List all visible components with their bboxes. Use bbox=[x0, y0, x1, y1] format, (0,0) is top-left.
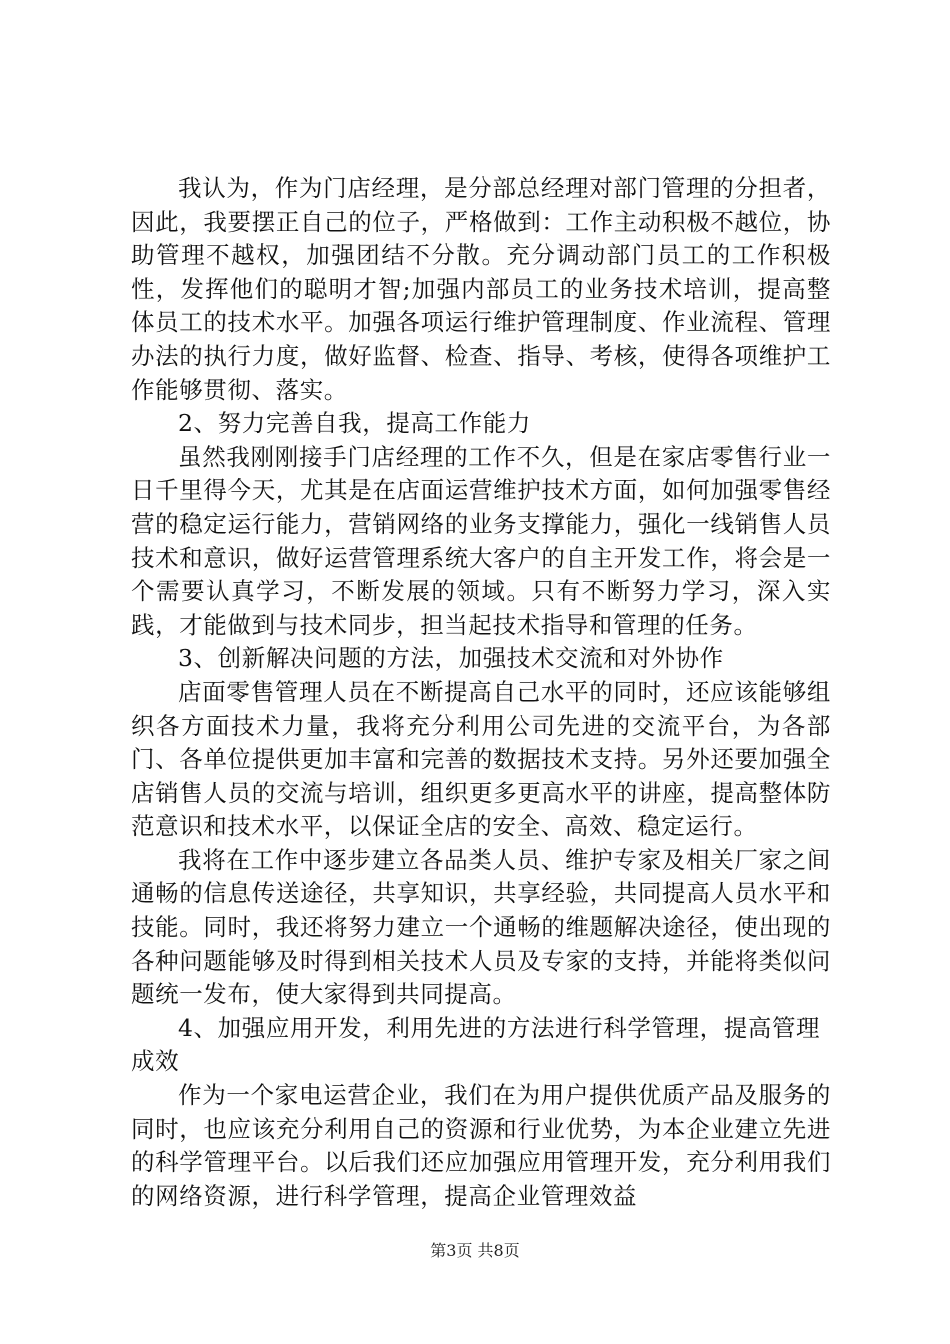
page-number-footer: 第3页 共8页 bbox=[430, 1241, 520, 1260]
paragraph-manager-role: 我认为，作为门店经理，是分部总经理对部门管理的分担者，因此，我要摆正自己的位子，严格做到：工作主动积极不越位，协助管理不越权，加强团结不分散。充分调动部门员工的工作积极性，发挥他们的聪明才智;加强内部员工的业务技术培训，提高整体员工的技术水平。加强各项运行维护管理制度、作业流程、管理办法的执行力度，做好监督、检查、指导、考核，使得各项维护工作能够贯彻、落实。 bbox=[131, 174, 831, 404]
document-body bbox=[131, 172, 831, 1213]
section-heading-3: 3、创新解决问题的方法，加强技术交流和对外协作 bbox=[178, 644, 724, 673]
paragraph-tech-exchange: 店面零售管理人员在不断提高自己水平的同时，还应该能够组织各方面技术力量，我将充分利用公司先进的交流平台，为各部门、各单位提供更加丰富和完善的数据技术支持。另外还要加强全店销售人员的交流与培训，组织更多更高水平的讲座，提高整体防范意识和技术水平，以保证全店的安全、高效、稳定运行。 bbox=[131, 677, 831, 841]
section-heading-4: 4、加强应用开发，利用先进的方法进行科学管理，提高管理成效 bbox=[131, 1013, 821, 1076]
paragraph-self-improvement: 虽然我刚刚接手门店经理的工作不久，但是在家店零售行业一日千里得今天，尤其是在店面运营维护技术方面，如何加强零售经营的稳定运行能力，营销网络的业务支撑能力，强化一线销售人员技术和意识，做好运营管理系统大客户的自主开发工作，将会是一个需要认真学习，不断发展的领域。只有不断努力学习，深入实践，才能做到与技术同步，担当起技术指导和管理的任务。 bbox=[131, 442, 831, 639]
paragraph-info-channels: 我将在工作中逐步建立各品类人员、维护专家及相关厂家之间通畅的信息传送途径，共享知识，共享经验，共同提高人员水平和技能。同时，我还将努力建立一个通畅的维题解决途径，使出现的各种问题能够及时得到相关技术人员及专家的支持，并能将类似问题统一发布，使大家得到共同提高。 bbox=[131, 845, 831, 1009]
section-heading-2: 2、努力完善自我，提高工作能力 bbox=[178, 409, 531, 438]
paragraph-application-dev: 作为一个家电运营企业，我们在为用户提供优质产品及服务的同时，也应该充分利用自己的资源和行业优势，为本企业建立先进的科学管理平台。以后我们还应加强应用管理开发，充分利用我们的网络资源，进行科学管理，提高企业管理效益 bbox=[131, 1081, 831, 1210]
